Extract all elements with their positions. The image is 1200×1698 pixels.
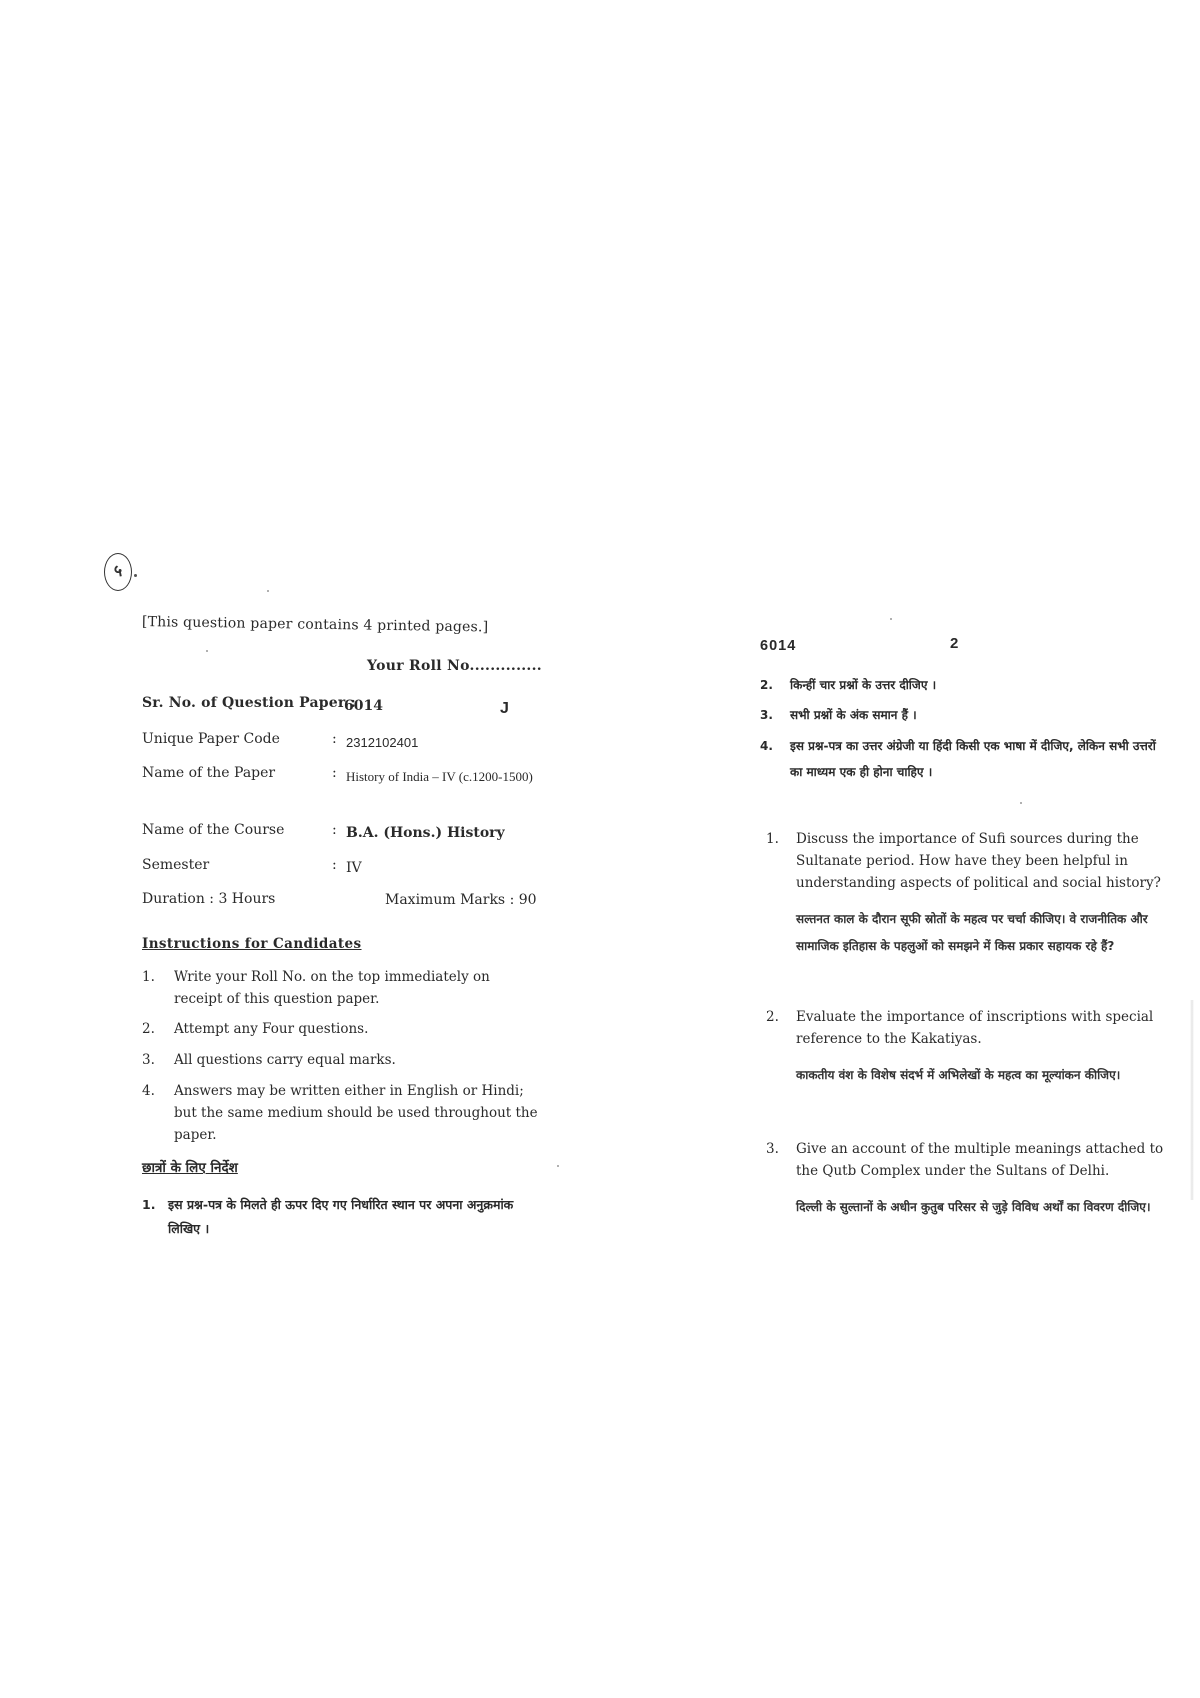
instruction-item — [142, 1049, 542, 1071]
question-number: 2. — [766, 1009, 779, 1025]
scan-speck — [267, 590, 269, 592]
paper-number: 6014 — [760, 638, 797, 654]
instruction-text: Answers may be written either in English or Hindi; but the same medium should be used throughout the paper. — [174, 1083, 538, 1143]
hindi-instruction-item — [760, 733, 1170, 785]
page-number: 2 — [950, 635, 959, 652]
instruction-number: 1. — [142, 969, 155, 985]
hindi-instruction-item — [760, 672, 1170, 698]
instruction-text: इस प्रश्न-पत्र का उत्तर अंग्रेजी या हिंदी किसी एक भाषा में दीजिए, लेकिन सभी उत्तरों का माध्यम एक ही होना चाहिए । — [790, 739, 1156, 779]
scan-speck — [206, 650, 208, 652]
info-colon: : — [332, 822, 337, 838]
instruction-text: किन्हीं चार प्रश्नों के उत्तर दीजिए । — [790, 678, 937, 692]
instruction-number: 2. — [142, 1021, 155, 1037]
instruction-number: 2. — [760, 678, 773, 692]
scan-speck — [557, 1165, 559, 1167]
instruction-text: इस प्रश्न-पत्र के मिलते ही ऊपर दिए गए निर्धारित स्थान पर अपना अनुक्रमांक लिखिए । — [168, 1197, 514, 1236]
info-label: Semester — [142, 857, 210, 873]
hindi-instruction-item — [142, 1193, 532, 1241]
question-text: Discuss the importance of Sufi sources during the Sultanate period. How have they been helpful in understanding aspects of political and social history? — [796, 831, 1161, 891]
hindi-instructions-heading: छात्रों के लिए निर्देश — [142, 1160, 238, 1176]
info-colon: : — [332, 857, 337, 873]
instruction-number: 4. — [142, 1083, 155, 1099]
info-value: B.A. (Hons.) History — [346, 825, 505, 841]
info-label: Name of the Course — [142, 822, 285, 838]
info-value: 6014 — [344, 698, 383, 714]
question-text: Evaluate the importance of inscriptions with special reference to the Kakatiyas. — [796, 1009, 1154, 1047]
series-letter: J — [500, 700, 509, 717]
question-item — [766, 1006, 1176, 1050]
ink-dot — [134, 574, 137, 577]
maximum-marks: Maximum Marks : 90 — [385, 892, 537, 908]
instructions-heading: Instructions for Candidates — [142, 936, 362, 952]
roll-number-field: Your Roll No.............. — [367, 658, 542, 674]
info-label: Duration : 3 Hours — [142, 891, 276, 907]
instruction-number: 1. — [142, 1197, 156, 1212]
instruction-text: Attempt any Four questions. — [174, 1021, 369, 1037]
question-hindi-text: दिल्ली के सुल्तानों के अधीन कुतुब परिसर से जुड़े विविध अर्थों का विवरण दीजिए। — [796, 1200, 1151, 1214]
instruction-text: सभी प्रश्नों के अंक समान हैं । — [790, 708, 917, 722]
instruction-item — [142, 1018, 542, 1040]
instruction-text: Write your Roll No. on the top immediately on receipt of this question paper. — [174, 969, 490, 1007]
question-hindi-text: काकतीय वंश के विशेष संदर्भ में अभिलेखों के महत्व का मूल्यांकन कीजिए। — [796, 1068, 1121, 1082]
pages-note: [This question paper contains 4 printed pages.] — [141, 614, 489, 636]
instruction-item — [142, 1080, 542, 1146]
question-number: 1. — [766, 831, 779, 847]
info-label: Name of the Paper — [142, 765, 276, 781]
scan-edge-shadow — [1190, 1000, 1194, 1200]
info-label: Sr. No. of Question Paper : — [142, 695, 356, 711]
info-value: History of India – IV (c.1200-1500) — [346, 769, 533, 784]
instruction-number: 4. — [760, 739, 773, 753]
info-label: Unique Paper Code — [142, 731, 280, 747]
right-page — [600, 0, 1200, 1698]
question-item — [766, 1138, 1176, 1182]
hindi-instruction-item — [760, 702, 1170, 728]
circled-page-mark: ५ — [104, 553, 132, 591]
info-value: 2312102401 — [346, 735, 419, 750]
question-hindi-text: सल्तनत काल के दौरान सूफी स्रोतों के महत्व पर चर्चा कीजिए। वे राजनीतिक और सामाजिक इतिहास के पहलुओं को समझने में किस प्रकार सहायक रहे हैं? — [796, 912, 1148, 953]
question-item — [766, 828, 1176, 894]
info-value: IV — [346, 860, 362, 876]
scan-speck — [890, 618, 892, 620]
info-colon: : — [332, 765, 337, 781]
question-text: Give an account of the multiple meanings attached to the Qutb Complex under the Sultans of Delhi. — [796, 1141, 1164, 1179]
instruction-item — [142, 966, 542, 1010]
instruction-number: 3. — [142, 1052, 155, 1068]
instruction-number: 3. — [760, 708, 773, 722]
instruction-text: All questions carry equal marks. — [174, 1052, 396, 1068]
info-colon: : — [332, 731, 337, 747]
scan-speck — [1020, 802, 1022, 804]
question-number: 3. — [766, 1141, 779, 1157]
